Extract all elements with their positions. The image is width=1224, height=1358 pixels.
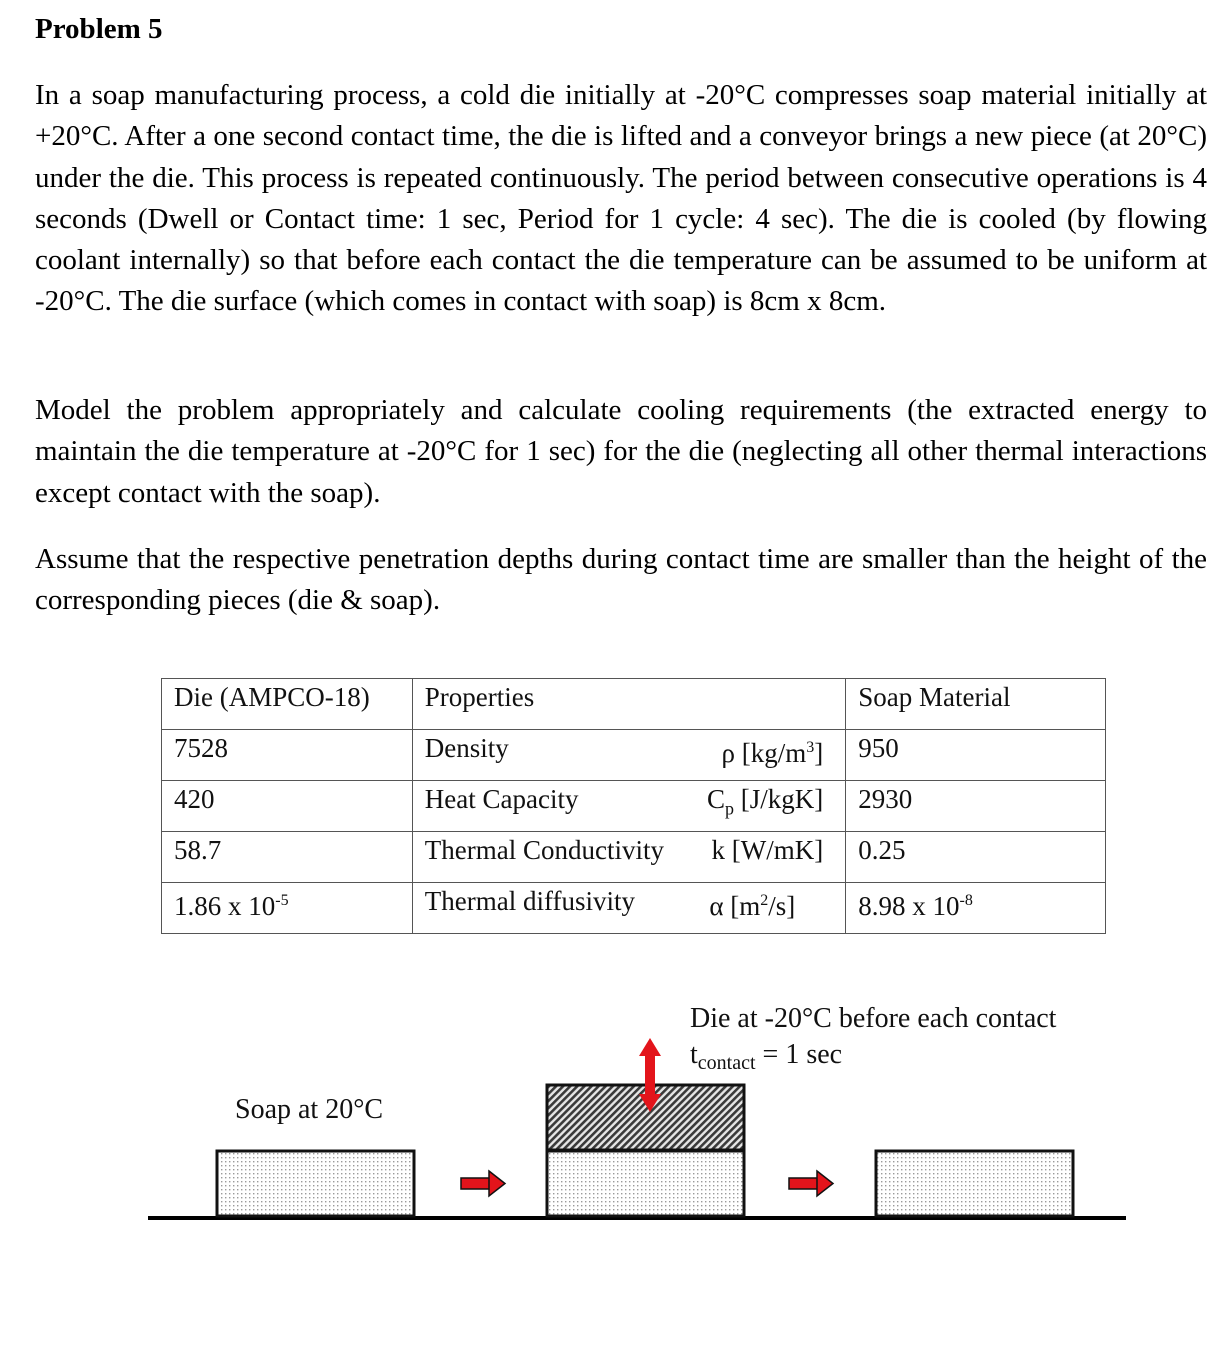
property-name: Thermal Conductivity: [424, 835, 664, 865]
problem-paragraph-2: Model the problem appropriately and calculate cooling requirements (the extracted energy to maintain the die temperature at -20°C for 1 sec) for the die (neglecting all other thermal interactions except contact with the soap).: [35, 394, 1207, 509]
soap-label: Soap at 20°C: [235, 1094, 384, 1125]
property-symbol: ρ $[kg/m^3]$: [721, 738, 824, 768]
conveyor-line: [148, 1216, 1126, 1220]
table-header-row: [162, 679, 1106, 730]
soap-conductivity: 0.25: [846, 832, 1106, 883]
property-heat-capacity: [412, 781, 845, 832]
property-density: [412, 730, 845, 781]
property-symbol: $C_p$ [J/kgK]: [707, 784, 824, 819]
property-name: Heat Capacity: [424, 784, 579, 814]
problem-paragraph-1: In a soap manufacturing process, a cold die initially at -20°C compresses soap material initially at +20°C. After a one second contact time, the die is lifted and a conveyor brings a new piece (at 20°C) under the die. This process is repeated continuously. The period between consecutive operations is 4 seconds (Dwell or Contact time: 1 sec, Period for 1 cycle: 4 sec). The die is cooled (by flowing coolant internally) so that before each contact the die temperature can be assumed to be uniform at -20°C. The die surface (which comes in contact with soap) is 8cm x 8cm.: [35, 79, 1207, 318]
soap-diffusivity: 8.98 x $10^{-8}$: [846, 883, 1106, 934]
soap-block-pressed: [547, 1151, 744, 1216]
header-soap: Soap Material: [846, 679, 1106, 730]
properties-table: [161, 678, 1106, 934]
property-name: Density: [424, 733, 509, 763]
table-row-diffusivity: [162, 883, 1106, 934]
contact-time-label: $t_{contact} = 1$ sec: [690, 1039, 843, 1074]
problem-paragraph-3: Assume that the respective penetration depths during contact time are smaller than the height of the corresponding pieces (die & soap).: [35, 543, 1207, 617]
header-properties: Properties: [412, 679, 845, 730]
problem-title: Problem 5: [35, 13, 163, 45]
die-density: 7528: [162, 730, 413, 781]
die-motion-arrow-icon: [639, 1038, 661, 1112]
table-row-heat-capacity: [162, 781, 1106, 832]
table-row-conductivity: [162, 832, 1106, 883]
soap-density: 950: [846, 730, 1106, 781]
soap-block-incoming: [217, 1151, 414, 1216]
die-block: [547, 1085, 744, 1150]
table-row-density: [162, 730, 1106, 781]
header-die: Die (AMPCO-18): [162, 679, 413, 730]
property-conductivity: [412, 832, 845, 883]
soap-heat-capacity: 2930: [846, 781, 1106, 832]
property-symbol: α $[m^2/s]$: [709, 891, 796, 921]
die-diffusivity: 1.86 x $10^{-5}$: [162, 883, 413, 934]
die-heat-capacity: 420: [162, 781, 413, 832]
property-symbol: k [W/mK]: [711, 835, 824, 865]
property-diffusivity: [412, 883, 845, 934]
conveyor-arrow-1-icon: [461, 1171, 505, 1196]
soap-block-outgoing: [876, 1151, 1073, 1216]
die-label: Die at -20°C before each contact: [690, 1003, 1057, 1034]
property-name: Thermal diffusivity: [424, 886, 635, 916]
conveyor-arrow-2-icon: [789, 1171, 833, 1196]
die-conductivity: 58.7: [162, 832, 413, 883]
